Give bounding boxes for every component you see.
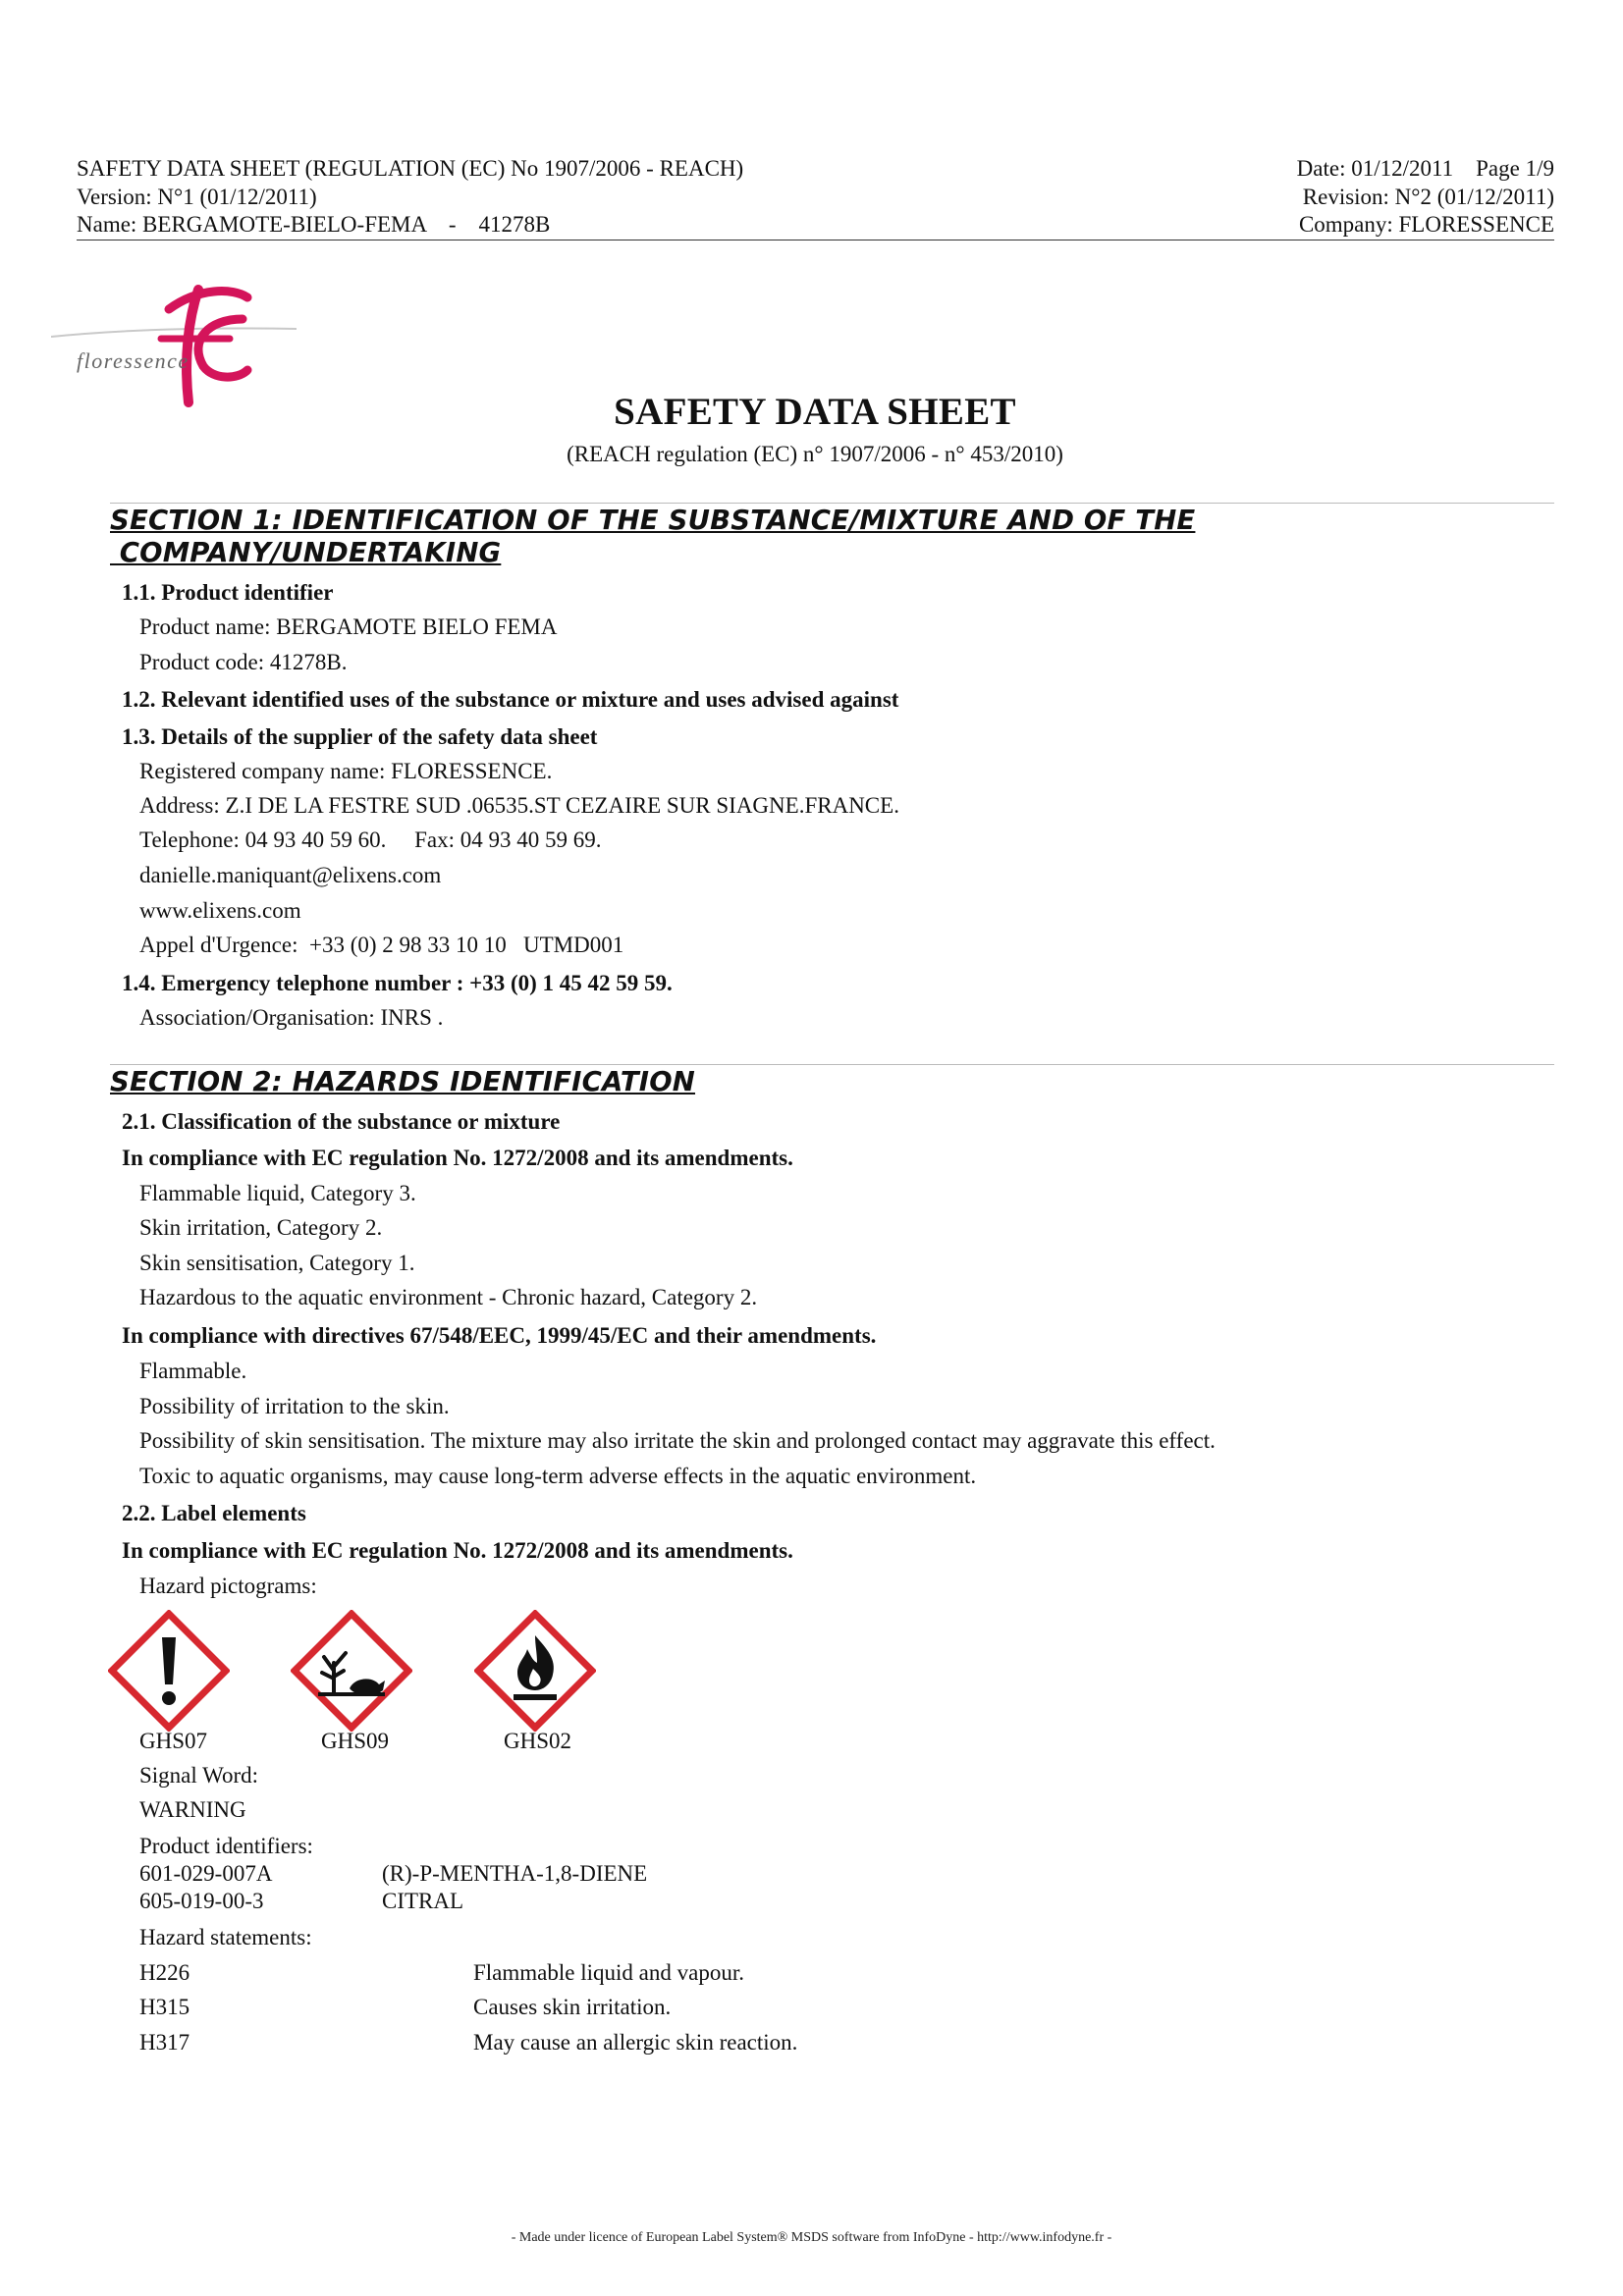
heading-2-2: 2.2. Label elements xyxy=(122,1501,306,1525)
header-revision: Revision: N°2 (01/12/2011) xyxy=(1302,184,1554,209)
hazard-statement-text: Causes skin irritation. xyxy=(473,1995,672,2019)
logo-wordmark: floressence xyxy=(77,348,189,373)
compliance-ec-regulation: In compliance with EC regulation No. 1272/2008 and its amendments. xyxy=(122,1146,793,1170)
compliance-ec-regulation-2: In compliance with EC regulation No. 1272/2008 and its amendments. xyxy=(122,1538,793,1563)
company-address: Address: Z.I DE LA FESTRE SUD .06535.ST CEZAIRE SUR SIAGNE.FRANCE. xyxy=(139,793,899,818)
section-1-divider xyxy=(110,503,1554,504)
emergency-appel: Appel d'Urgence: +33 (0) 2 98 33 10 10 UTMD001 xyxy=(139,933,624,957)
header-product-name: Name: BERGAMOTE-BIELO-FEMA - 41278B xyxy=(77,212,551,237)
hazard-statements-label: Hazard statements: xyxy=(139,1925,312,1949)
hazard-statement-code: H317 xyxy=(139,2030,190,2055)
header-row-3 xyxy=(77,211,1554,240)
environment-icon xyxy=(291,1610,412,1732)
heading-1-4: 1.4. Emergency telephone number : +33 (0) 1 45 42 59 59. xyxy=(122,971,673,995)
hazard-pictograms-label: Hazard pictograms: xyxy=(139,1574,317,1598)
document-header xyxy=(77,155,1554,240)
company-telephone: Telephone: 04 93 40 59 60. Fax: 04 93 40 59 69. xyxy=(139,828,602,852)
classification-item: Flammable liquid, Category 3. xyxy=(139,1181,416,1205)
document-subtitle: (REACH regulation (EC) n° 1907/2006 - n° 453/2010) xyxy=(567,442,1063,466)
header-company: Company: FLORESSENCE xyxy=(1298,212,1554,237)
section-2-divider xyxy=(110,1064,1554,1065)
flame-icon xyxy=(474,1610,596,1732)
section-1-title-line-1: SECTION 1: IDENTIFICATION OF THE SUBSTANCE/MIXTURE AND OF THE xyxy=(110,505,1196,536)
identifier-name: CITRAL xyxy=(382,1889,464,1913)
document-title: SAFETY DATA SHEET xyxy=(614,391,1016,433)
pictogram-code: GHS09 xyxy=(321,1729,390,1753)
product-identifiers-label: Product identifiers: xyxy=(139,1834,313,1858)
pictogram-code: GHS02 xyxy=(504,1729,572,1753)
section-1-title xyxy=(110,505,1195,569)
header-date-page: Date: 01/12/2011 Page 1/9 xyxy=(1296,156,1554,181)
directive-effect: Possibility of skin sensitisation. The mixture may also irritate the skin and prolonged contact may aggravate this effect. xyxy=(139,1428,1216,1453)
compliance-directives: In compliance with directives 67/548/EEC, 1999/45/EC and their amendments. xyxy=(122,1323,877,1348)
signal-word-label: Signal Word: xyxy=(139,1763,259,1788)
header-regulation: SAFETY DATA SHEET (REGULATION (EC) No 1907/2006 - REACH) xyxy=(77,156,744,181)
hazard-statement-text: Flammable liquid and vapour. xyxy=(473,1960,744,1985)
registered-company-name: Registered company name: FLORESSENCE. xyxy=(139,759,553,783)
heading-1-1: 1.1. Product identifier xyxy=(122,580,334,605)
directive-effect: Toxic to aquatic organisms, may cause long-term adverse effects in the aquatic environment. xyxy=(139,1464,977,1488)
section-2-title: SECTION 2: HAZARDS IDENTIFICATION xyxy=(110,1066,696,1097)
identifier-code: 601-029-007A xyxy=(139,1861,273,1886)
contact-email: danielle.maniquant@elixens.com xyxy=(139,863,442,887)
heading-1-2: 1.2. Relevant identified uses of the substance or mixture and uses advised against xyxy=(122,687,899,712)
pictogram-code: GHS07 xyxy=(139,1729,208,1753)
classification-item: Skin sensitisation, Category 1. xyxy=(139,1251,415,1275)
header-row-2 xyxy=(77,184,1554,212)
hazard-statement-code: H315 xyxy=(139,1995,190,2019)
product-code: Product code: 41278B. xyxy=(139,650,348,674)
identifier-name: (R)-P-MENTHA-1,8-DIENE xyxy=(382,1861,648,1886)
classification-item: Skin irritation, Category 2. xyxy=(139,1215,383,1240)
classification-item: Hazardous to the aquatic environment - Chronic hazard, Category 2. xyxy=(139,1285,758,1309)
company-website: www.elixens.com xyxy=(139,898,301,923)
signal-word: WARNING xyxy=(139,1797,246,1822)
product-name: Product name: BERGAMOTE BIELO FEMA xyxy=(139,614,558,639)
hazard-statement-text: May cause an allergic skin reaction. xyxy=(473,2030,798,2055)
directive-effect: Flammable. xyxy=(139,1359,247,1383)
header-row-1 xyxy=(77,155,1554,184)
footer-licence: - Made under licence of European Label System® MSDS software from InfoDyne - http://www.infodyne.fr - xyxy=(511,2230,1112,2245)
hazard-statement-code: H226 xyxy=(139,1960,190,1985)
heading-1-3: 1.3. Details of the supplier of the safety data sheet xyxy=(122,724,598,749)
identifier-code: 605-019-00-3 xyxy=(139,1889,264,1913)
association: Association/Organisation: INRS . xyxy=(139,1005,444,1030)
header-version: Version: N°1 (01/12/2011) xyxy=(77,184,317,209)
directive-effect: Possibility of irritation to the skin. xyxy=(139,1394,450,1418)
section-1-title-line-2: COMPANY/UNDERTAKING xyxy=(110,537,502,568)
exclamation-mark-icon xyxy=(108,1610,230,1732)
heading-2-1: 2.1. Classification of the substance or mixture xyxy=(122,1109,561,1134)
